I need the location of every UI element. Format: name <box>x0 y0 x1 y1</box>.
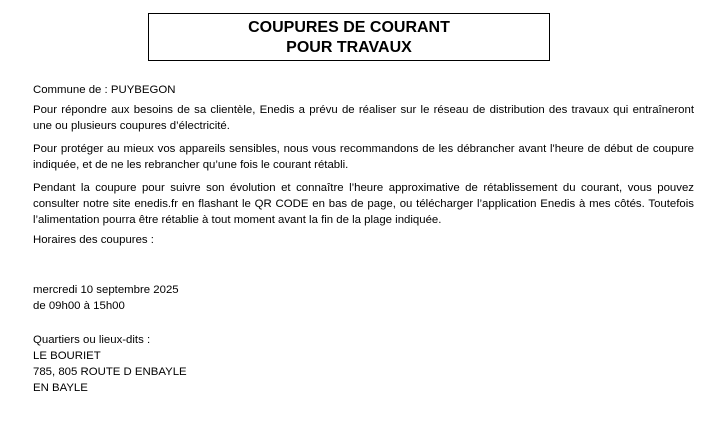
location-item: EN BAYLE <box>33 382 88 394</box>
commune-name: PUYBEGON <box>110 84 176 96</box>
location-item: LE BOURIET <box>33 350 101 362</box>
locations-label: Quartiers ou lieux-dits : <box>33 334 151 346</box>
commune-label: Commune de : <box>33 84 108 96</box>
location-item: 785, 805 ROUTE D ENBAYLE <box>33 366 187 378</box>
schedule-time: de 09h00 à 15h00 <box>33 300 125 312</box>
commune-line <box>33 82 694 98</box>
notice-title-line-2: POUR TRAVAUX <box>286 39 412 56</box>
schedule-label: Horaires des coupures : <box>33 234 154 246</box>
notice-title-box <box>148 13 550 61</box>
follow-paragraph: Pendant la coupure pour suivre son évolution et connaître l’heure approximative de rétablissement du courant, vous pouvez consulter notre site enedis.fr en flashant le QR CODE en bas de page, ou télécharger l’application Enedis à mes côtés. Toutefois l’alimentation pourra être rétablie à tout moment avant la fin de la plage indiquée. <box>33 182 694 226</box>
schedule-date: mercredi 10 septembre 2025 <box>33 284 179 296</box>
intro-paragraph: Pour répondre aux besoins de sa clientèle, Enedis a prévu de réaliser sur le réseau de distribution des travaux qui entraîneront une ou plusieurs coupures d’électricité. <box>33 104 694 132</box>
notice-title-line-1: COUPURES DE COURANT <box>248 19 450 36</box>
notice-content <box>33 82 694 396</box>
protect-paragraph: Pour protéger au mieux vos appareils sensibles, nous vous recommandons de les débrancher avant l'heure de début de coupure indiquée, et de ne les rebrancher qu’une fois le courant rétabli. <box>33 143 694 171</box>
